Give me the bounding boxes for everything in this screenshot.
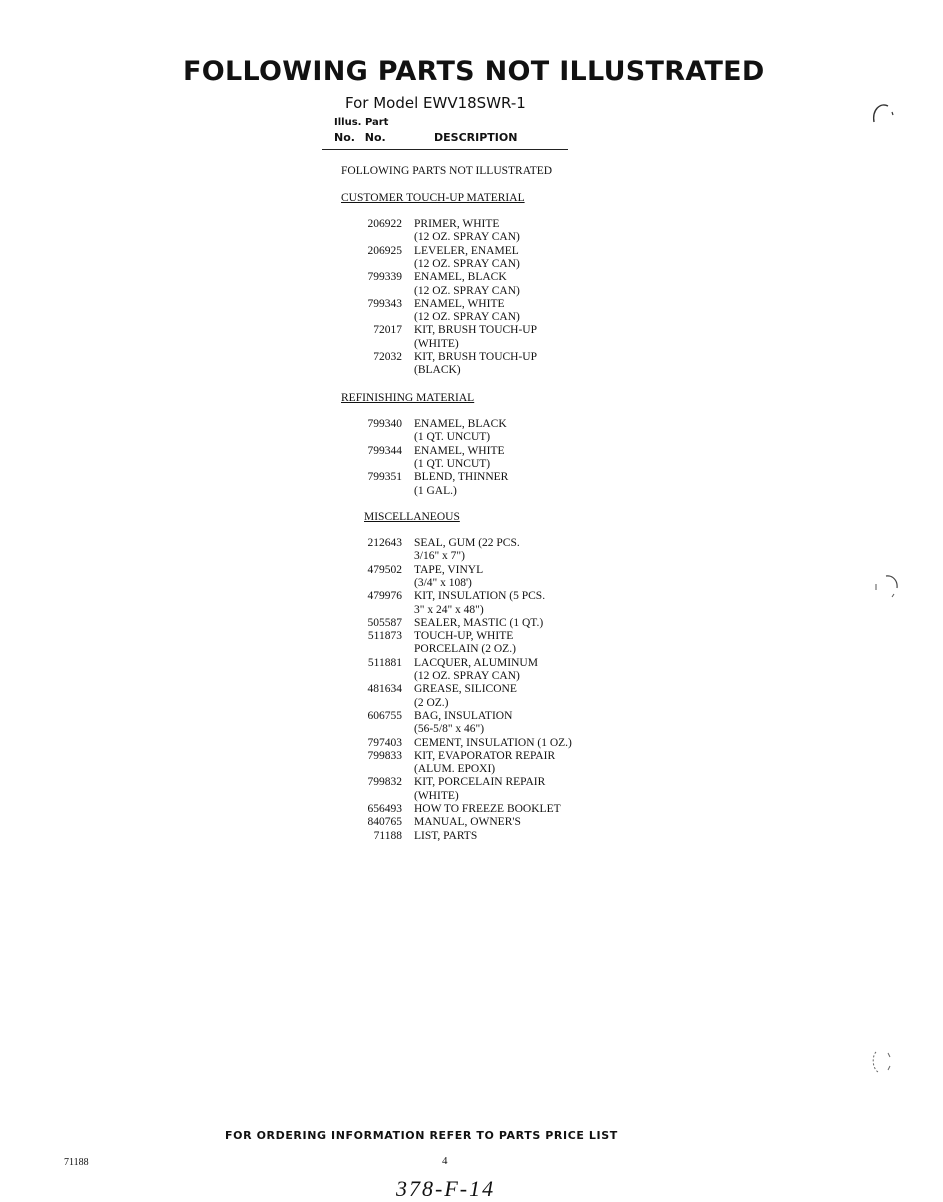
- part-description: GREASE, SILICONE: [414, 683, 517, 696]
- list-item: [0, 231, 520, 244]
- part-number: 799343: [367, 297, 402, 310]
- table-header-illus-part: [334, 117, 388, 128]
- list-item: [0, 324, 538, 337]
- part-description: 3" x 24" x 48"): [414, 603, 484, 616]
- part-number: 206925: [367, 244, 402, 257]
- illus-label: Illus.: [334, 117, 362, 128]
- part-number: 72032: [373, 351, 402, 363]
- list-item: [0, 789, 459, 803]
- part-description: PORCELAIN (2 OZ.): [414, 643, 516, 656]
- list-item: [0, 484, 457, 498]
- list-item: [0, 776, 546, 789]
- footer-ordering-info: FOR ORDERING INFORMATION REFER TO PARTS PRICE LIST: [225, 1129, 618, 1142]
- part-description: (3/4" x 108'): [414, 576, 472, 589]
- part-description: MANUAL, OWNER'S: [414, 816, 521, 829]
- list-item: [0, 723, 485, 736]
- part-description: (WHITE): [414, 789, 459, 802]
- part-description: ENAMEL, BLACK: [414, 418, 507, 430]
- subtitle: FOLLOWING PARTS NOT ILLUSTRATED: [341, 165, 553, 177]
- list-item: [0, 749, 556, 763]
- part-number: 656493: [367, 803, 402, 815]
- list-item: [0, 297, 505, 311]
- list-item: [0, 311, 520, 324]
- handwritten-note: 378-F-14: [396, 1176, 496, 1201]
- page-title: FOLLOWING PARTS NOT ILLUSTRATED: [183, 56, 765, 87]
- part-description: (2 OZ.): [414, 696, 449, 709]
- part-number: 799832: [367, 776, 402, 789]
- part-number: 212643: [367, 537, 402, 549]
- part-description: TAPE, VINYL: [414, 563, 484, 576]
- page-number: 4: [442, 1155, 448, 1167]
- part-description: BLEND, THINNER: [414, 471, 509, 484]
- list-item: [0, 244, 519, 258]
- list-item: [0, 444, 505, 458]
- part-description: KIT, PORCELAIN REPAIR: [414, 776, 546, 789]
- list-item: [0, 431, 491, 444]
- part-description: LACQUER, ALUMINUM: [414, 656, 538, 669]
- part-number: 206922: [367, 218, 402, 230]
- part-description: SEAL, GUM (22 PCS.: [414, 537, 520, 549]
- list-item: [0, 683, 517, 696]
- part-description: (12 OZ. SPRAY CAN): [414, 257, 520, 270]
- list-item: [0, 803, 561, 816]
- no-label-2: No.: [364, 131, 386, 144]
- part-description: (12 OZ. SPRAY CAN): [414, 311, 520, 324]
- part-description: ENAMEL, WHITE: [414, 297, 505, 310]
- list-item: [0, 537, 520, 550]
- part-number: 799339: [367, 271, 402, 284]
- list-item: [0, 763, 496, 776]
- part-description: (BLACK): [414, 364, 461, 377]
- list-item: [0, 656, 538, 670]
- part-description: (1 GAL.): [414, 484, 457, 497]
- part-description: CEMENT, INSULATION (1 OZ.): [414, 736, 572, 749]
- list-item: [0, 696, 449, 710]
- list-item: [0, 576, 472, 590]
- header-rule: [322, 149, 568, 150]
- part-description: 3/16" x 7"): [414, 550, 465, 563]
- part-description: HOW TO FREEZE BOOKLET: [414, 803, 561, 815]
- part-description: KIT, EVAPORATOR REPAIR: [414, 749, 556, 762]
- list-item: [0, 218, 500, 231]
- section-heading: CUSTOMER TOUCH-UP MATERIAL: [341, 192, 525, 204]
- document-number: 71188: [64, 1157, 89, 1168]
- part-description: KIT, BRUSH TOUCH-UP: [414, 351, 538, 363]
- part-number: 72017: [373, 324, 402, 337]
- binder-hole-mark-bottom: [868, 1048, 898, 1078]
- part-description: (1 QT. UNCUT): [414, 457, 491, 470]
- part-number: 799833: [367, 749, 402, 762]
- table-header-numbers: [334, 131, 386, 144]
- binder-hole-mark-top: [868, 100, 898, 126]
- no-label-1: No.: [334, 131, 355, 144]
- part-description: (12 OZ. SPRAY CAN): [414, 284, 520, 297]
- part-number: 799344: [367, 444, 402, 457]
- list-item: [0, 590, 546, 603]
- part-description: (12 OZ. SPRAY CAN): [414, 670, 520, 682]
- list-item: [0, 709, 513, 723]
- binder-hole-mark-middle: [872, 572, 902, 600]
- part-description: (12 OZ. SPRAY CAN): [414, 231, 520, 244]
- part-number: 481634: [367, 683, 402, 696]
- list-item: [0, 550, 465, 563]
- part-description: (WHITE): [414, 337, 459, 350]
- list-item: [0, 364, 461, 377]
- part-description: BAG, INSULATION: [414, 709, 513, 722]
- list-item: [0, 829, 478, 843]
- list-item: [0, 284, 520, 298]
- part-number: 840765: [367, 816, 402, 829]
- list-item: [0, 670, 520, 683]
- part-number: 479502: [367, 563, 402, 576]
- list-item: [0, 816, 521, 829]
- list-item: [0, 616, 544, 630]
- part-label: Part: [364, 117, 389, 128]
- part-number: 797403: [367, 736, 402, 749]
- part-description: LIST, PARTS: [414, 829, 478, 842]
- part-number: 505587: [367, 616, 402, 629]
- list-item: [0, 736, 572, 750]
- list-item: [0, 351, 538, 364]
- list-item: [0, 418, 507, 431]
- list-item: [0, 257, 520, 271]
- list-item: [0, 630, 514, 643]
- part-number: 479976: [367, 590, 402, 603]
- list-item: [0, 457, 491, 471]
- part-description: KIT, BRUSH TOUCH-UP: [414, 324, 538, 337]
- list-item: [0, 471, 509, 484]
- model-line: For Model EWV18SWR-1: [345, 94, 526, 112]
- part-number: 511873: [367, 630, 402, 643]
- part-description: (ALUM. EPOXI): [414, 763, 496, 776]
- part-description: ENAMEL, WHITE: [414, 444, 505, 457]
- part-description: KIT, INSULATION (5 PCS.: [414, 590, 546, 603]
- part-description: (56-5/8" x 46"): [414, 723, 485, 736]
- part-number: 606755: [367, 709, 402, 722]
- part-number: 71188: [373, 829, 402, 842]
- list-item: [0, 603, 484, 617]
- list-item: [0, 643, 516, 656]
- part-description: PRIMER, WHITE: [414, 218, 500, 230]
- part-description: LEVELER, ENAMEL: [414, 244, 519, 257]
- list-item: [0, 271, 507, 284]
- part-description: ENAMEL, BLACK: [414, 271, 507, 284]
- section-heading: MISCELLANEOUS: [364, 511, 460, 523]
- part-number: 511881: [367, 656, 402, 669]
- section-heading: REFINISHING MATERIAL: [341, 392, 475, 404]
- part-number: 799340: [367, 418, 402, 430]
- list-item: [0, 337, 459, 351]
- part-number: 799351: [367, 471, 402, 484]
- part-description: SEALER, MASTIC (1 QT.): [414, 616, 544, 629]
- description-header: DESCRIPTION: [434, 131, 518, 144]
- part-description: (1 QT. UNCUT): [414, 431, 491, 444]
- part-description: TOUCH-UP, WHITE: [414, 630, 514, 643]
- list-item: [0, 563, 484, 577]
